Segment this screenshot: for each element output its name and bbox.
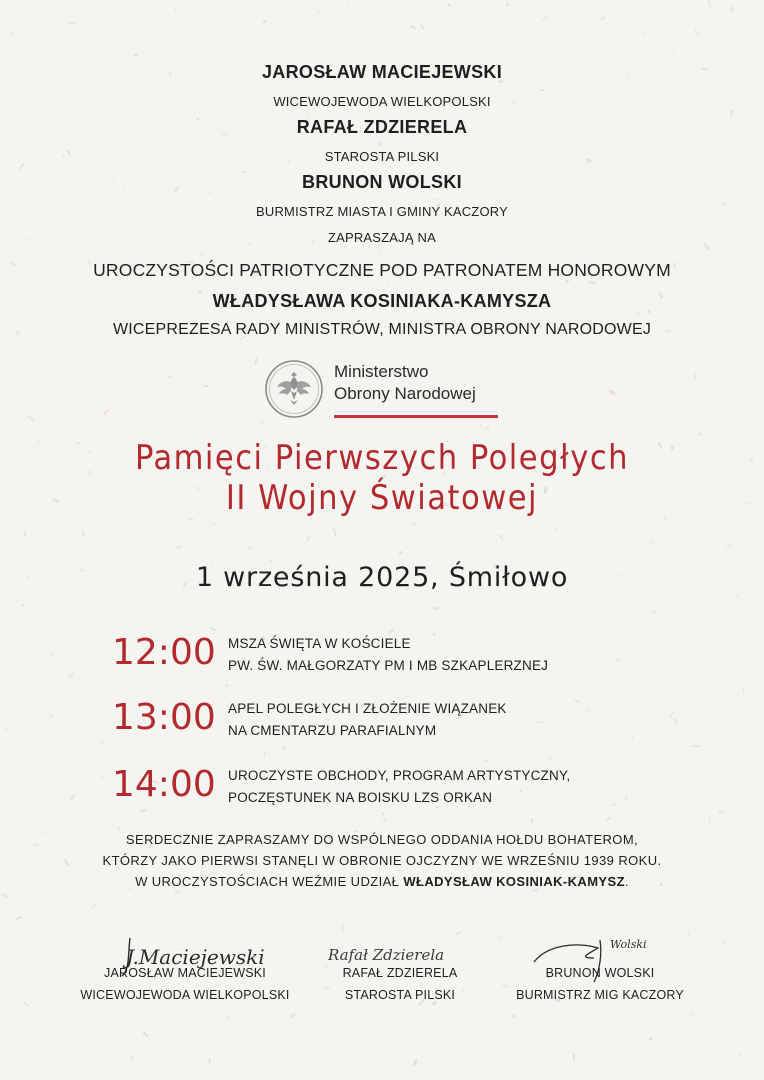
paper-speck	[497, 936, 501, 940]
schedule-desc-line2: POCZĘSTUNEK NA BOISKU LZS ORKAN	[228, 790, 493, 805]
paper-speck	[387, 281, 390, 283]
paper-speck	[382, 812, 384, 815]
ministry-flag-bar-red	[334, 415, 498, 418]
paper-speck	[636, 1066, 639, 1068]
schedule-time: 14:00	[112, 764, 216, 805]
paper-speck	[282, 746, 286, 751]
paper-speck	[102, 775, 104, 778]
paper-speck	[5, 726, 9, 730]
paper-speck	[625, 796, 627, 799]
paper-speck	[398, 551, 402, 555]
paper-speck	[692, 745, 700, 748]
paper-speck	[531, 818, 534, 824]
signer-name: BRUNON WOLSKI	[545, 966, 655, 980]
paper-speck	[738, 1054, 741, 1057]
paper-speck	[505, 3, 509, 7]
paper-speck	[50, 653, 53, 656]
signature-zdzierela-text: Rafał Zdzierela	[328, 946, 445, 964]
paper-speck	[202, 385, 209, 389]
paper-speck	[411, 522, 415, 526]
closing-line3	[0, 871, 764, 892]
host-3-name: BRUNON WOLSKI	[302, 172, 462, 192]
paper-speck	[420, 24, 425, 31]
paper-speck	[289, 1012, 297, 1019]
paper-speck	[341, 924, 345, 931]
closing-line1: SERDECZNIE ZAPRASZAMY DO WSPÓLNEGO ODDANIA HOŁDU BOHATEROM,	[125, 832, 639, 847]
paper-speck	[413, 1059, 418, 1066]
paper-speck	[324, 751, 327, 754]
paper-speck	[131, 1054, 134, 1060]
paper-speck	[410, 25, 417, 30]
paper-speck	[24, 530, 27, 537]
paper-speck	[599, 16, 604, 21]
paper-speck	[723, 940, 726, 947]
paper-speck	[430, 198, 438, 201]
ministry-name-line1: Ministerstwo	[334, 362, 429, 381]
paper-speck	[690, 1012, 694, 1016]
paper-speck	[67, 672, 74, 677]
paper-speck	[687, 932, 690, 935]
paper-speck	[699, 432, 703, 436]
paper-speck	[616, 658, 619, 662]
schedule-desc-line1: APEL POLEGŁYCH I ZŁOŻENIE WIĄZANEK	[228, 701, 507, 716]
paper-speck	[574, 699, 580, 703]
paper-speck	[129, 825, 132, 828]
schedule-desc-line1: UROCZYSTE OBCHODY, PROGRAM ARTYSTYCZNY,	[228, 768, 571, 783]
paper-speck	[99, 740, 105, 744]
paper-speck	[378, 143, 383, 147]
paper-speck	[649, 1038, 653, 1041]
paper-speck	[49, 715, 53, 720]
paper-speck	[57, 822, 62, 829]
paper-speck	[585, 707, 590, 712]
paper-speck	[233, 823, 236, 826]
paper-speck	[306, 535, 311, 543]
paper-speck	[211, 523, 216, 525]
closing-line2: KTÓRZY JAKO PIERWSI STANĘLI W OBRONIE OJCZYZNY WE WRZEŚNIU 1939 ROKU.	[102, 853, 662, 868]
paper-speck	[81, 531, 85, 536]
paper-speck	[47, 793, 49, 797]
paper-speck	[573, 1053, 575, 1061]
paper-speck	[27, 415, 35, 421]
schedule-time: 13:00	[112, 697, 216, 738]
closing-line3-prefix: W UROCZYSTOŚCIACH WEŹMIE UDZIAŁ	[135, 874, 404, 889]
paper-speck	[537, 722, 545, 725]
paper-speck	[725, 543, 730, 547]
paper-speck	[433, 632, 437, 636]
host-2-name: RAFAŁ ZDZIERELA	[296, 117, 468, 137]
paper-speck	[1, 892, 9, 898]
paper-speck	[11, 31, 13, 34]
paper-speck	[668, 711, 674, 718]
paper-speck	[223, 1070, 225, 1071]
signature-block	[70, 962, 300, 1006]
paper-speck	[501, 539, 504, 542]
paper-speck	[254, 357, 258, 365]
paper-speck	[635, 31, 637, 34]
signer-name: RAFAŁ ZDZIERELA	[342, 966, 458, 980]
paper-speck	[612, 803, 617, 807]
paper-speck	[736, 593, 739, 598]
signer-role: STAROSTA PILSKI	[344, 988, 456, 1002]
paper-speck	[541, 16, 547, 21]
signature-block	[500, 962, 700, 1006]
paper-speck	[200, 252, 205, 257]
signature-block	[300, 962, 500, 1006]
paper-speck	[632, 735, 634, 739]
paper-speck	[94, 14, 101, 20]
closing-guest-name: WŁADYSŁAW KOSINIAK-KAMYSZ	[403, 874, 625, 889]
paper-speck	[606, 817, 611, 821]
paper-speck	[22, 604, 25, 607]
paper-speck	[518, 789, 522, 793]
closing-line3-suffix: .	[624, 874, 629, 889]
paper-speck	[208, 1058, 211, 1063]
paper-speck	[263, 752, 266, 759]
paper-speck	[206, 1029, 208, 1031]
event-line: UROCZYSTOŚCI PATRIOTYCZNE POD PATRONATEM HONOROWYM	[93, 260, 671, 280]
paper-speck	[694, 28, 699, 35]
paper-speck	[248, 547, 251, 550]
schedule-desc-line2: PW. ŚW. MAŁGORZATY PM I MB SZKAPLERZNEJ	[228, 658, 549, 673]
paper-speck	[103, 409, 110, 415]
paper-speck	[447, 2, 451, 6]
paper-speck	[455, 931, 462, 935]
signer-name: JAROSŁAW MACIEJEWSKI	[104, 966, 266, 980]
paper-speck	[479, 424, 483, 428]
schedule-desc-line2: NA CMENTARZU PARAFIALNYM	[228, 723, 437, 738]
paper-speck	[742, 687, 744, 694]
host-1-role: WICEWOJEWODA WIELKOPOLSKI	[273, 94, 491, 109]
host-2-role: STAROSTA PILSKI	[324, 149, 440, 164]
paper-speck	[609, 389, 616, 395]
paper-speck	[378, 250, 382, 256]
paper-speck	[581, 710, 582, 713]
paper-speck	[91, 904, 97, 909]
paper-speck	[317, 11, 319, 15]
paper-speck	[382, 817, 386, 821]
paper-speck	[116, 547, 118, 549]
signature-maciejewski-text: J.Maciejewski	[126, 945, 265, 969]
paper-speck	[334, 528, 337, 536]
paper-speck	[554, 526, 558, 530]
paper-speck	[485, 759, 488, 762]
paper-speck	[541, 89, 544, 91]
paper-speck	[674, 719, 678, 724]
paper-speck	[175, 546, 182, 549]
patron-name: WŁADYSŁAWA KOSINIAKA-KAMYSZA	[212, 291, 552, 311]
paper-speck	[730, 110, 732, 117]
ministry-name-line2: Obrony Narodowej	[334, 384, 476, 403]
paper-speck	[227, 1015, 230, 1021]
paper-speck	[140, 809, 146, 812]
paper-speck	[168, 375, 172, 379]
title-line2: II Wojny Światowej	[225, 478, 539, 518]
date-place: 1 września 2025, Śmiłowo	[195, 562, 569, 593]
paper-speck	[512, 1014, 516, 1018]
paper-speck	[24, 1002, 30, 1008]
paper-speck	[433, 607, 439, 610]
signer-role: BURMISTRZ MIG KACZORY	[516, 988, 684, 1002]
paper-speck	[263, 19, 267, 23]
invite-line: ZAPRASZAJĄ NA	[327, 230, 437, 245]
signer-role: WICEWOJEWODA WIELKOPOLSKI	[80, 988, 290, 1002]
eagle-emblem-icon	[262, 358, 326, 422]
title-line1: Pamięci Pierwszych Poległych	[134, 438, 630, 478]
paper-speck	[175, 7, 178, 11]
paper-speck	[635, 311, 639, 316]
paper-speck	[209, 626, 216, 631]
paper-speck	[652, 609, 657, 614]
signature-wolski-text: Wolski	[610, 938, 647, 951]
paper-speck	[548, 756, 553, 759]
paper-speck	[142, 1031, 148, 1037]
host-3-role: BURMISTRZ MIASTA I GMINY KACZORY	[256, 204, 508, 219]
paper-speck	[15, 915, 23, 919]
paper-speck	[718, 810, 723, 813]
paper-speck	[694, 373, 697, 379]
paper-speck	[138, 55, 141, 57]
paper-speck	[708, 815, 712, 823]
paper-speck	[648, 540, 654, 545]
host-1-name: JAROSŁAW MACIEJEWSKI	[261, 62, 503, 82]
schedule-desc-line1: MSZA ŚWIĘTA W KOŚCIELE	[228, 636, 411, 651]
paper-speck	[643, 31, 646, 34]
paper-speck	[484, 425, 490, 430]
paper-speck	[708, 0, 712, 7]
paper-speck	[741, 555, 743, 557]
paper-speck	[346, 4, 349, 7]
patron-role: WICEPREZESA RADY MINISTRÓW, MINISTRA OBRONY NARODOWEJ	[112, 321, 652, 338]
paper-speck	[69, 794, 76, 801]
paper-speck	[353, 1061, 356, 1064]
paper-speck	[731, 7, 735, 13]
paper-speck	[671, 48, 675, 54]
ministry-logo	[262, 356, 502, 422]
paper-speck	[225, 684, 228, 688]
schedule-time: 12:00	[112, 632, 216, 673]
paper-speck	[68, 22, 75, 25]
paper-speck	[565, 930, 567, 933]
